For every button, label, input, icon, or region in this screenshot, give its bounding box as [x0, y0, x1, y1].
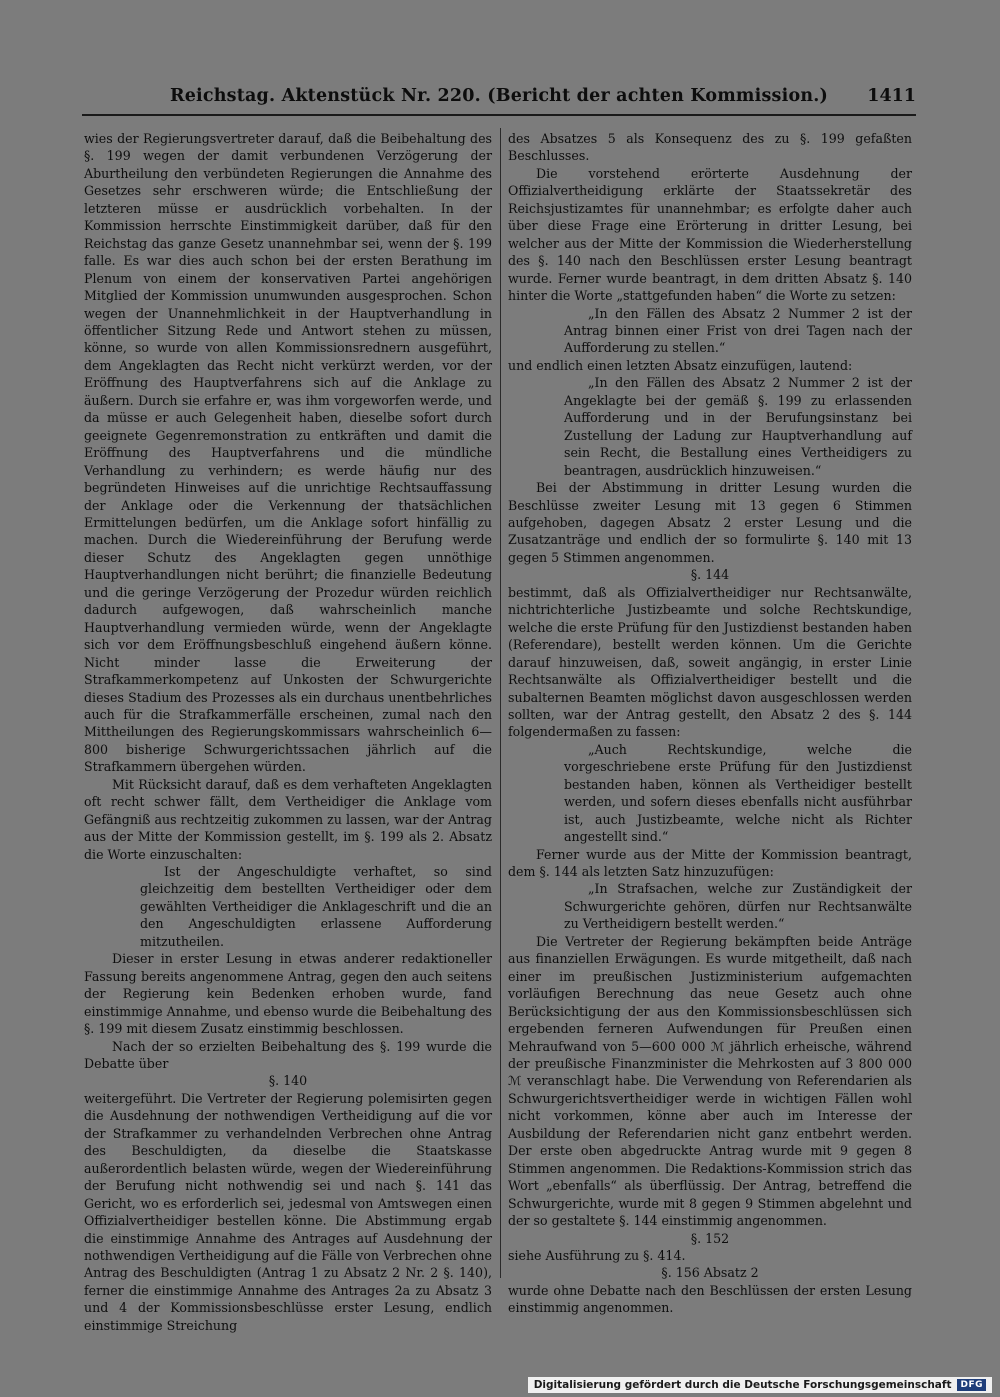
quoted-text: „In den Fällen des Absatz 2 Nummer 2 ist der Angeklagte bei der gemäß §. 199 zu erlassenden Aufforderung und in der Berufungsinstanz bei Zustellung der Ladung zur Hauptverhandlung auf sein Recht, die Bestallung eines Vertheidigers zu beantragen, ausdrücklich hinzuweisen.“ [564, 375, 912, 478]
paragraph: Die Vertreter der Regierung bekämpften beide Anträge aus finanziellen Erwägungen. Es wurde mitgetheilt, daß nach einer im preußischen Justizministerium aufgemachten vorläufigen Berechnung das neue Gesetz auch ohne Berücksichtigung der aus den Kommissionsbeschlüssen sich ergebenden ferneren Aufwendungen für Preußen einen Mehraufwand von 5—600 000 ℳ jährlich erheische, während der preußische Finanzminister die Mehrkosten auf 3 800 000 ℳ veranschlagt habe. Die Verwendung von Referendarien als Schwurgerichtsvertheidiger werde in wichtigen Fällen wohl nicht vorkommen, könne aber auch im Interesse der Ausbildung der Referendarien nicht ganz entbehrt werden. Der erste oben abgedruckte Antrag wurde mit 9 gegen 8 Stimmen angenommen. Die Redaktions-Kommission strich das Wort „ebenfalls“ als überflüssig. Der Antrag, betreffend die Schwurgerichte, wurde mit 8 gegen 9 Stimmen abgelehnt und der so gestaltete §. 144 einstimmig angenommen. [508, 933, 912, 1229]
paragraph: Bei der Abstimmung in dritter Lesung wurden die Beschlüsse zweiter Lesung mit 13 gegen 6 Stimmen aufgehoben, dagegen Absatz 2 erster Lesung und die Zusatzanträge und endlich der so formulirte §. 140 mit 13 gegen 5 Stimmen angenommen. [508, 480, 912, 565]
paragraph: des Absatzes 5 als Konsequenz des zu §. 199 gefaßten Beschlusses. [508, 131, 912, 164]
digitization-credit [528, 1377, 992, 1393]
paragraph: Die vorstehend erörterte Ausdehnung der Offizialvertheidigung erklärte der Staatssekretär des Reichsjustizamtes für unannehmbar; es erfolgte daher auch über diese Frage eine Erörterung in dritter Lesung, bei welcher aus der Mitte der Kommission die Wiederherstellung des §. 140 nach den Beschlüssen erster Lesung beantragt wurde. Ferner wurde beantragt, in dem dritten Absatz §. 140 hinter die Worte „stattgefunden haben“ die Worte zu setzen: [508, 165, 912, 304]
section-heading: §. 156 Absatz 2 [661, 1265, 759, 1281]
section-heading: §. 140 [268, 1073, 308, 1089]
paragraph: Mit Rücksicht darauf, daß es dem verhafteten Angeklagten oft recht schwer fällt, dem Vertheidiger die Anklage vom Gefängniß aus rechtzeitig zukommen zu lassen, war der Antrag aus der Mitte der Kommission gestellt, im §. 199 als 2. Absatz die Worte einzuschalten: [84, 776, 492, 862]
quoted-text: „In Strafsachen, welche zur Zuständigkeit der Schwurgerichte gehören, dürfen nur Rechtsanwälte zu Vertheidigern bestellt werden.“ [564, 881, 912, 932]
column-divider [500, 128, 501, 1278]
quoted-text: „In den Fällen des Absatz 2 Nummer 2 ist der Antrag binnen einer Frist von drei Tagen nach der Aufforderung zu stellen.“ [564, 305, 912, 356]
section-heading: §. 152 [690, 1230, 730, 1246]
paragraph: wurde ohne Debatte nach den Beschlüssen der ersten Lesung einstimmig angenommen. [508, 1282, 912, 1316]
paragraph: und endlich einen letzten Absatz einzufügen, lautend: [508, 357, 853, 373]
paragraph: Ferner wurde aus der Mitte der Kommission beantragt, dem §. 144 als letzten Satz hinzuzufügen: [508, 846, 912, 880]
page-number: 1411 [867, 86, 916, 106]
paragraph: weitergeführt. Die Vertreter der Regierung polemisirten gegen die Ausdehnung der nothwendigen Vertheidigung auf die vor der Strafkammer zu verhandelnden Verbrechen ohne Antrag des Beschuldigten, da dieselbe die Staatskasse außerordentlich belasten würde, wegen der Wiedereinführung der Berufung nicht nothwendig sei und nach §. 141 das Gericht, wo es erforderlich sei, jedesmal von Amtswegen einen Offizialvertheidiger bestellen könne. Die Abstimmung ergab die einstimmige Annahme des Antrages auf Ausdehnung der nothwendigen Vertheidigung auf die Fälle von Verbrechen ohne Antrag des Beschuldigten (Antrag 1 zu Absatz 2 Nr. 2 §. 140), ferner die einstimmige Annahme des Antrages 2a zu Absatz 3 und 4 der Kommissionsbeschlüsse erster Lesung, endlich einstimmige Streichung [84, 1090, 492, 1333]
paragraph: wies der Regierungsvertreter darauf, daß die Beibehaltung des §. 199 wegen der damit verbundenen Verzögerung der Aburtheilung den verbündeten Regierungen die Annahme des Gesetzes sehr erschweren würde; die Entschließung der letzteren müsse er ausdrücklich vorbehalten. In der Kommission herrschte Einstimmigkeit darüber, daß für den Reichstag das ganze Gesetz unannehmbar sei, wenn der §. 199 falle. Es war dies auch schon bei der ersten Berathung im Plenum von einem der konservativen Partei angehörigen Mitglied der Kommission unumwunden ausgesprochen. Schon wegen der Unannehmlichkeit in der Hauptverhandlung in öffentlicher Sitzung Rede und Antwort stehen zu müssen, könne, so wurde von allen Kommissionsrednern ausgeführt, dem Angeklagten das Recht nicht verkürzt werden, vor der Eröffnung des Hauptverfahrens sich auf die Anklage zu äußern. Durch sie erfahre er, was ihm vorgeworfen werde, und da müsse er auch Gelegenheit haben, dieselbe sofort durch geeignete Gegenremonstration zu entkräften und damit die Eröffnung des Hauptverfahrens und die mündliche Verhandlung zu verhindern; es werde häufig nur des begründeten Hinweises auf die unrichtige Rechtsauffassung der Anklage oder die Verkennung der thatsächlichen Ermittelungen bedürfen, um die Anklage sofort hinfällig zu machen. Durch die Wiedereinführung der Berufung werde dieser Schutz des Angeklagten gegen unnöthige Hauptverhandlungen nicht berührt; die finanzielle Bedeutung und die geringe Verzögerung der Prozedur würden reichlich dadurch aufgewogen, daß wahrscheinlich manche Hauptverhandlung vermieden würde, wenn der Angeklagte sich vor dem Eröffnungsbeschluß eingehend äußern könne. Nicht minder lasse die Erweiterung der Strafkammerkompetenz auf Unkosten der Schwurgerichte dieses Stadium des Prozesses als ein durchaus unentbehrliches auch für die Strafkammerfälle erscheinen, zumal nach den Mittheilungen des Regierungskommissars wahrscheinlich 6—800 bisherige Schwurgerichtssachen jährlich auf die Strafkammern übergehen würden. [84, 131, 492, 775]
running-title: Reichstag. Aktenstück Nr. 220. (Bericht der achten Kommission.) [169, 86, 829, 106]
section-heading: §. 144 [690, 567, 730, 583]
quoted-text: „Auch Rechtskundige, welche die vorgeschriebene erste Prüfung für den Justizdienst bestanden haben, können als Vertheidiger bestellt werden, und sofern dieses ebenfalls nicht ausführbar ist, auch Justizbeamte, welche nicht als Richter angestellt sind.“ [564, 741, 912, 845]
credit-text: Digitalisierung gefördert durch die Deutsche Forschungsgemeinschaft [533, 1379, 952, 1391]
paragraph: bestimmt, daß als Offizialvertheidiger nur Rechtsanwälte, nichtrichterliche Justizbeamte und solche Rechtskundige, welche die erste Prüfung für den Justizdienst bestanden haben (Referendare), bestellt werden können. Um die Gerichte darauf hinzuweisen, daß, soweit angängig, in erster Linie Rechtsanwälte als Offizialvertheidiger bestellt und die subalternen Beamten möglichst davon ausgeschlossen werden sollten, war der Antrag gestellt, den Absatz 2 des §. 144 folgendermaßen zu fassen: [508, 584, 912, 740]
dfg-logo: DFG [957, 1379, 986, 1391]
paragraph: Nach der so erzielten Beibehaltung des §. 199 wurde die Debatte über [84, 1038, 492, 1072]
quoted-text: Ist der Angeschuldigte verhaftet, so sind gleichzeitig dem bestellten Vertheidiger oder dem gewählten Vertheidiger die Anklageschrift und die an den Angeschuldigten erlassene Aufforderung mitzutheilen. [140, 864, 492, 949]
header-rule [82, 114, 916, 116]
paragraph: siehe Ausführung zu §. 414. [508, 1248, 686, 1263]
right-column [508, 130, 912, 1317]
page-header [82, 86, 916, 114]
paragraph: Dieser in erster Lesung in etwas anderer redaktioneller Fassung bereits angenommene Antrag, gegen den auch seitens der Regierung kein Bedenken erhoben wurde, fand einstimmige Annahme, und ebenso wurde die Beibehaltung des §. 199 mit diesem Zusatz einstimmig beschlossen. [84, 951, 492, 1037]
left-column [84, 130, 492, 1334]
